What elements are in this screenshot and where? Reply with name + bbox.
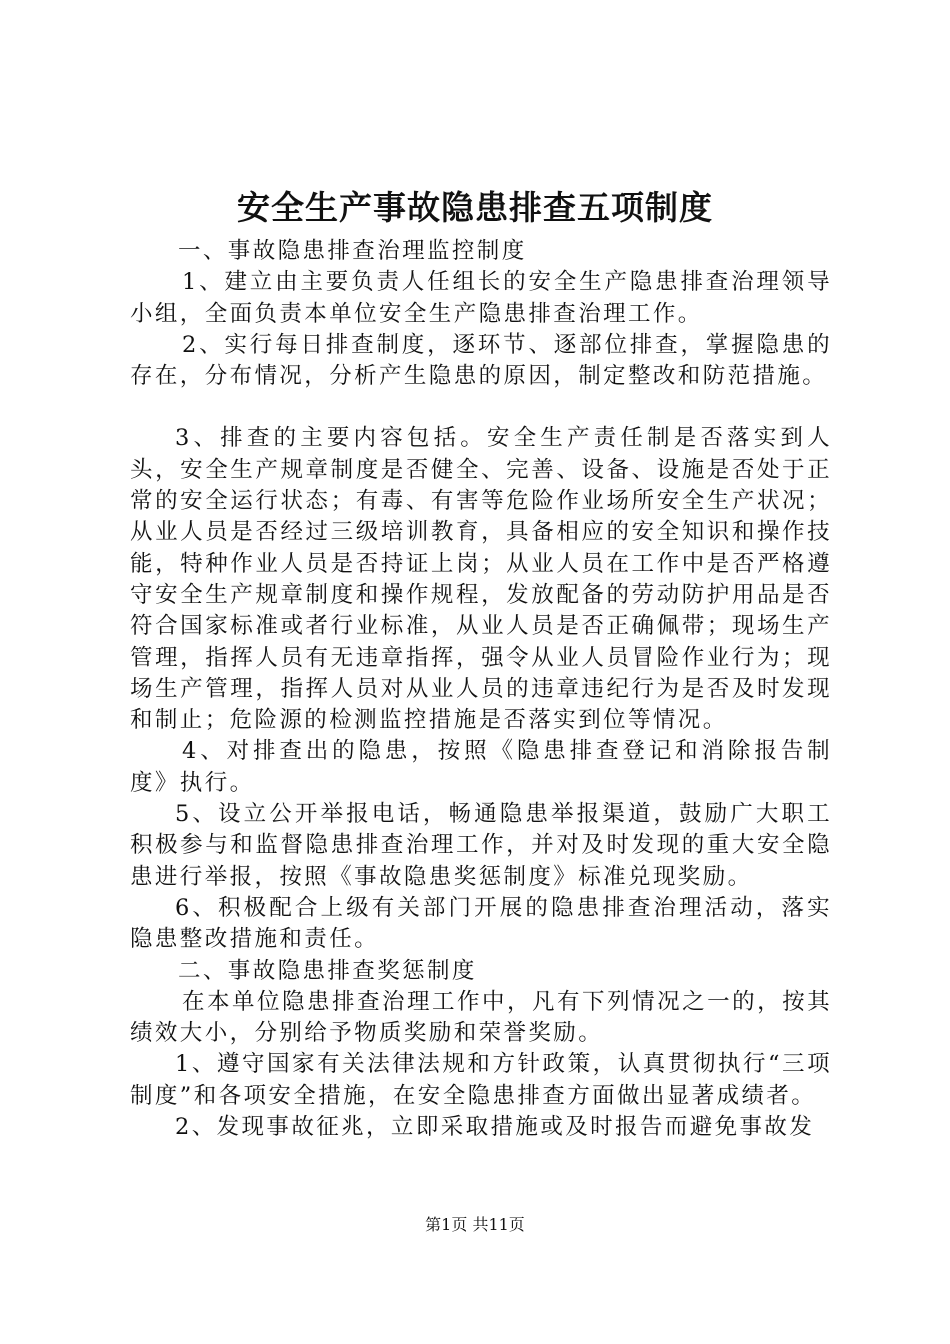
document-title: 安全生产事故隐患排查五项制度 xyxy=(237,188,713,227)
page-footer: 第1页 共11页 xyxy=(425,1215,525,1234)
paragraph: 在本单位隐患排查治理工作中，凡有下列情况之一的，按其绩效大小，分别给予物质奖励和荣誉奖励。 xyxy=(130,988,832,1047)
paragraph: 1、遵守国家有关法律法规和方针政策，认真贯彻执行“三项制度”和各项安全措施，在安全隐患排查方面做出显著成绩者。 xyxy=(130,1051,832,1109)
paragraph: 6、积极配合上级有关部门开展的隐患排查治理活动，落实隐患整改措施和责任。 xyxy=(130,894,832,953)
section-heading-2: 二、事故隐患排查奖惩制度 xyxy=(178,957,477,984)
paragraph: 1、建立由主要负责人任组长的安全生产隐患排查治理领导小组，全面负责本单位安全生产隐患排查治理工作。 xyxy=(130,269,832,327)
paragraph: 2、发现事故征兆，立即采取措施或及时报告而避免事故发 xyxy=(175,1114,815,1141)
document-body xyxy=(130,236,832,1143)
paragraph: 4、对排查出的隐患，按照《隐患排查登记和消除报告制度》执行。 xyxy=(130,738,832,796)
paragraph: 5、设立公开举报电话，畅通隐患举报渠道，鼓励广大职工积极参与和监督隐患排查治理工作，并对及时发现的重大安全隐患进行举报，按照《事故隐患奖惩制度》标准兑现奖励。 xyxy=(130,801,832,890)
paragraph: 3、排查的主要内容包括。安全生产责任制是否落实到人头，安全生产规章制度是否健全、完善、设备、设施是否处于正常的安全运行状态；有毒、有害等危险作业场所安全生产状况；从业人员是否经过三级培训教育，具备相应的安全知识和操作技能，特种作业人员是否持证上岗；从业人员在工作中是否严格遵守安全生产规章制度和操作规程，发放配备的劳动防护用品是否符合国家标准或者行业标准，从业人员是否正确佩带；现场生产管理，指挥人员有无违章指挥，强令从业人员冒险作业行为；现场生产管理，指挥人员对从业人员的违章违纪行为是否及时发现和制止；危险源的检测监控措施是否落实到位等情况。 xyxy=(130,425,832,734)
paragraph: 2、实行每日排查制度，逐环节、逐部位排查，掌握隐患的存在，分布情况，分析产生隐患的原因，制定整改和防范措施。 xyxy=(130,331,832,390)
section-heading-1: 一、事故隐患排查治理监控制度 xyxy=(178,238,527,264)
